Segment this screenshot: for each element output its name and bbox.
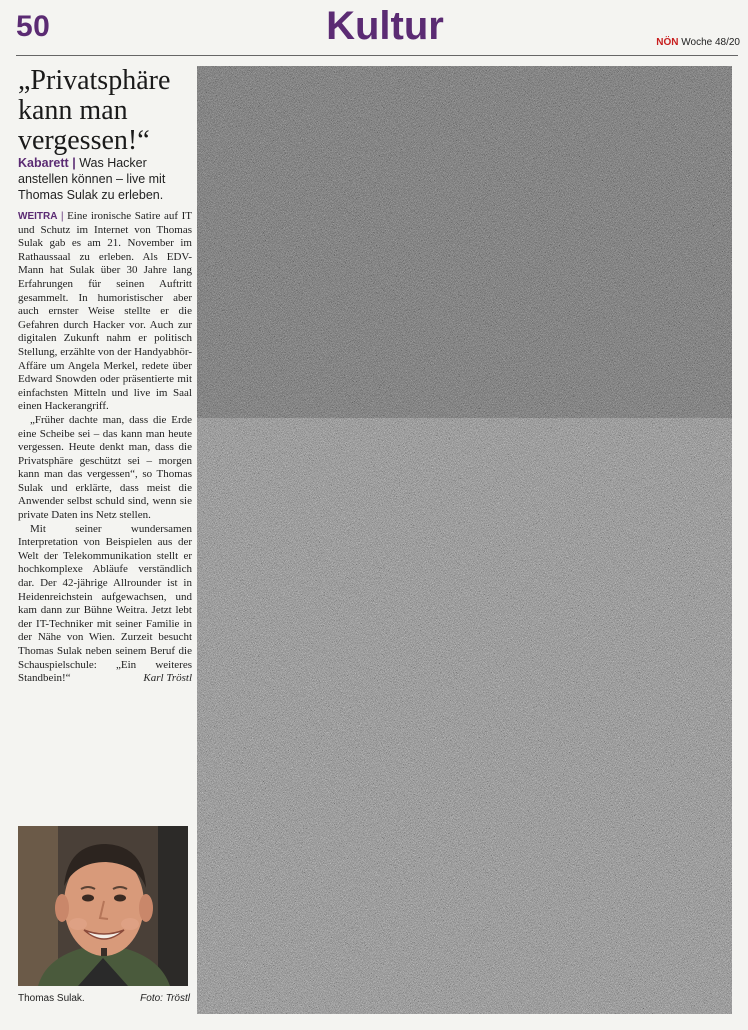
article-lead [18,155,198,203]
paragraph [18,210,192,414]
noise-texture [197,66,732,1014]
paragraph-text: Eine ironische Satire auf IT und Schutz im Internet von Thomas Sulak gab es am 21. November im Rathaussaal zu erleben. Als EDV-Mann hat Sulak über 30 Jahre lang Erfahrungen für seinen Auftritt gesammelt. In humoristischer aber auch ernster Weise stellte er die Gefahren durch Hacker vor. Auch zur digitalen Zukunft nahm er politisch Stellung, erzählte von der Handyabhör-Affäre um Angela Merkel, redete über Edward Snowden oder präsentierte mit einfachsten Mitteln und live im Saal einen Hackerangriff. [18,210,192,413]
newspaper-brand: NÖN [656,37,679,48]
portrait-photo [18,826,188,986]
issue-label: Woche 48/20 [681,37,740,48]
page-number: 50 [16,10,51,43]
paragraph: Mit seiner wundersamen Interpretation von Beispielen aus der Welt der Telekommunikation stellt er hochkomplexe Abläufe verständlich dar. Der 42-jährige Allrounder ist in Heidenreichstein aufgewachsen, und kam dann zur Bühne Weitra. Jetzt lebt der IT-Techniker mit seiner Familie in der Nähe von Wien. Zurzeit besucht Thomas Sulak neben seinem Beruf die Schauspielschule: „Ein weiteres Standbein!“ [18,522,192,685]
dateline: WEITRA [18,211,58,222]
article-kicker: Kabarett [18,156,69,170]
noisy-image-area [197,66,732,1014]
masthead [656,37,740,48]
dateline-separator: | [61,210,64,222]
photo-credit: Foto: Tröstl [140,993,190,1004]
header-rule [16,55,738,56]
photo-caption [18,993,190,1004]
paragraph: „Früher dachte man, dass die Erde eine Scheibe sei – das kann man heute vergessen. Heute denkt man, dass die Privatsphäre geschützt sei – morgen kann man das vergessen“, so Thomas Sulak und erklärte, dass meist die Anwender selbst schuld sind, wenn sie private Daten ins Netz stellen. [18,413,192,522]
kicker-separator: | [72,156,76,170]
author-byline: Karl Tröstl [143,672,192,685]
caption-text: Thomas Sulak. [18,993,85,1004]
lead-text: Was Hacker anstellen können – live mit Thomas Sulak zu erleben. [18,156,166,202]
article-headline: „Privatsphäre kann man vergessen!“ [18,65,171,156]
portrait-image [18,826,188,986]
article-body [18,210,192,686]
section-title: Kultur [326,4,444,48]
